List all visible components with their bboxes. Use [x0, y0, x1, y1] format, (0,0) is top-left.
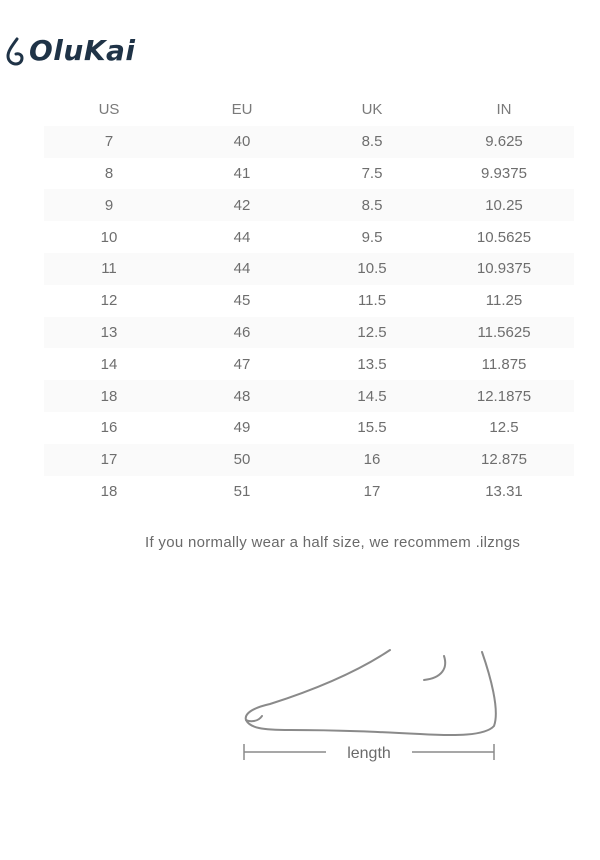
cell-eu: 45: [233, 292, 251, 310]
cell-eu: 51: [233, 482, 251, 500]
cell-eu: 44: [233, 228, 251, 246]
cell-in: 9.9375: [481, 164, 527, 182]
table-row: [44, 348, 574, 380]
cell-in: 11.875: [481, 355, 527, 373]
table-row: [44, 444, 574, 476]
cell-us: 7: [44, 126, 174, 158]
brand-name: OluKai: [29, 34, 136, 67]
table-body: [44, 126, 574, 508]
table-row: [44, 189, 574, 221]
table-row: [44, 221, 574, 253]
cell-uk: 15.5: [357, 419, 387, 437]
cell-in: 12.875: [434, 444, 574, 476]
cell-uk: 16: [310, 444, 434, 476]
cell-uk: 10.5: [310, 253, 434, 285]
table-row: [44, 317, 574, 349]
cell-uk: 17: [363, 482, 381, 500]
foot-outline-icon: [0, 630, 600, 790]
cell-in: 11.25: [485, 292, 523, 310]
cell-uk: 12.5: [310, 317, 434, 349]
cell-us: 17: [44, 444, 174, 476]
cell-in: 10.25: [434, 189, 574, 221]
cell-us: 13: [44, 317, 174, 349]
cell-uk: 13.5: [357, 355, 387, 373]
cell-in: 10.5625: [476, 228, 532, 246]
cell-in: 12.1875: [434, 380, 574, 412]
cell-us: 18: [44, 380, 174, 412]
table-row: [44, 285, 574, 317]
cell-eu: 41: [233, 164, 251, 182]
cell-in: 12.5: [489, 419, 519, 437]
cell-us: 14: [100, 355, 118, 373]
half-size-note: If you normally wear a half size, we recommem .ilzngs: [145, 534, 521, 551]
cell-in: 9.625: [434, 126, 574, 158]
table-row: [44, 253, 574, 285]
cell-in: 10.9375: [434, 253, 574, 285]
size-chart-table: [44, 94, 574, 507]
column-header-uk: UK: [361, 101, 383, 119]
table-row: [44, 158, 574, 190]
cell-eu: 48: [174, 380, 310, 412]
cell-uk: 9.5: [361, 228, 383, 246]
table-row: [44, 412, 574, 444]
table-row: [44, 126, 574, 158]
cell-us: 9: [44, 189, 174, 221]
table-header-row: [44, 94, 574, 126]
table-row: [44, 380, 574, 412]
cell-us: 11: [44, 253, 174, 285]
cell-us: 10: [100, 228, 118, 246]
drop-logo-icon: [4, 36, 26, 66]
cell-in: 11.5625: [434, 317, 574, 349]
cell-in: 13.31: [485, 482, 523, 500]
column-header-us: US: [98, 101, 120, 119]
cell-eu: 46: [174, 317, 310, 349]
cell-eu: 44: [174, 253, 310, 285]
brand-logo: [4, 34, 136, 67]
cell-eu: 49: [233, 419, 251, 437]
cell-uk: 8.5: [310, 126, 434, 158]
cell-us: 12: [100, 292, 118, 310]
table-row: [44, 476, 574, 508]
cell-eu: 47: [233, 355, 251, 373]
cell-eu: 42: [174, 189, 310, 221]
cell-us: 16: [100, 419, 118, 437]
cell-uk: 14.5: [310, 380, 434, 412]
cell-uk: 11.5: [357, 292, 387, 310]
column-header-in: IN: [496, 101, 512, 119]
cell-us: 18: [100, 482, 118, 500]
cell-eu: 40: [174, 126, 310, 158]
cell-eu: 50: [174, 444, 310, 476]
cell-uk: 8.5: [310, 189, 434, 221]
cell-uk: 7.5: [361, 164, 383, 182]
column-header-eu: EU: [231, 101, 253, 119]
length-label: length: [347, 745, 391, 762]
cell-us: 8: [104, 164, 114, 182]
